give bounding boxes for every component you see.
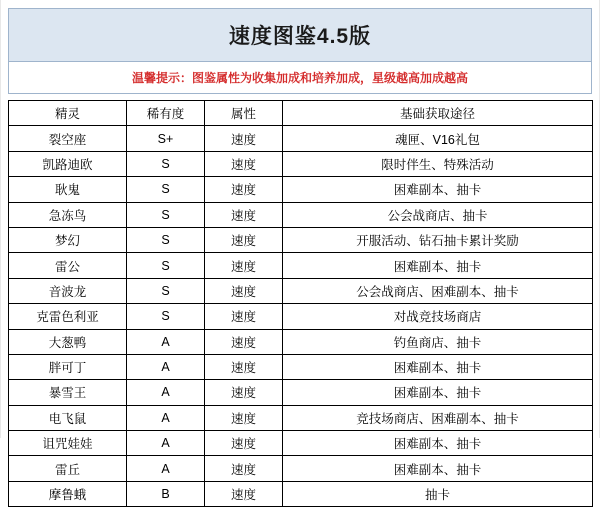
cell-rarity: A	[127, 431, 205, 456]
cell-source: 困难副本、抽卡	[283, 431, 593, 456]
cell-rarity: S	[127, 202, 205, 227]
cell-rarity: A	[127, 405, 205, 430]
cell-rarity: S	[127, 227, 205, 252]
table-row	[9, 126, 593, 151]
column-header-rarity: 稀有度	[127, 101, 205, 126]
title-bar	[8, 8, 592, 62]
cell-attribute: 速度	[205, 405, 283, 430]
cell-name: 雷丘	[9, 456, 127, 481]
cell-attribute: 速度	[205, 151, 283, 176]
cell-source: 对战竞技场商店	[283, 304, 593, 329]
cell-attribute: 速度	[205, 481, 283, 506]
table-row	[9, 405, 593, 430]
cell-attribute: 速度	[205, 329, 283, 354]
cell-attribute: 速度	[205, 126, 283, 151]
page-content	[8, 8, 592, 503]
notice-text: 温馨提示：图鉴属性为收集加成和培养加成，星级越高加成越高	[131, 71, 468, 85]
cell-attribute: 速度	[205, 380, 283, 405]
cell-rarity: S	[127, 151, 205, 176]
cell-source: 开服活动、钻石抽卡累计奖励	[283, 227, 593, 252]
cell-name: 电飞鼠	[9, 405, 127, 430]
cell-source: 困难副本、抽卡	[283, 456, 593, 481]
cell-attribute: 速度	[205, 456, 283, 481]
cell-rarity: S	[127, 177, 205, 202]
table-row	[9, 202, 593, 227]
table-row	[9, 481, 593, 506]
table-row	[9, 456, 593, 481]
cell-source: 困难副本、抽卡	[283, 177, 593, 202]
pokedex-table	[8, 100, 593, 507]
cell-attribute: 速度	[205, 431, 283, 456]
cell-name: 克雷色利亚	[9, 304, 127, 329]
table-row	[9, 354, 593, 379]
cell-source: 困难副本、抽卡	[283, 354, 593, 379]
cell-rarity: S	[127, 278, 205, 303]
cell-rarity: A	[127, 380, 205, 405]
sheet-left-edge	[0, 0, 1, 438]
page-title: 速度图鉴4.5版	[228, 25, 372, 48]
cell-attribute: 速度	[205, 202, 283, 227]
cell-attribute: 速度	[205, 354, 283, 379]
cell-name: 大葱鸭	[9, 329, 127, 354]
cell-attribute: 速度	[205, 278, 283, 303]
cell-name: 音波龙	[9, 278, 127, 303]
cell-source: 公会战商店、抽卡	[283, 202, 593, 227]
cell-source: 竞技场商店、困难副本、抽卡	[283, 405, 593, 430]
cell-attribute: 速度	[205, 227, 283, 252]
table-row	[9, 304, 593, 329]
table-row	[9, 431, 593, 456]
cell-rarity: A	[127, 354, 205, 379]
table-row	[9, 278, 593, 303]
cell-name: 雷公	[9, 253, 127, 278]
table-row	[9, 151, 593, 176]
cell-rarity: B	[127, 481, 205, 506]
cell-source: 抽卡	[283, 481, 593, 506]
cell-rarity: A	[127, 329, 205, 354]
column-header-source: 基础获取途径	[283, 101, 593, 126]
cell-source: 困难副本、抽卡	[283, 380, 593, 405]
cell-name: 耿鬼	[9, 177, 127, 202]
cell-name: 诅咒娃娃	[9, 431, 127, 456]
cell-rarity: S	[127, 304, 205, 329]
cell-attribute: 速度	[205, 253, 283, 278]
table-row	[9, 380, 593, 405]
cell-name: 凯路迪欧	[9, 151, 127, 176]
table-row	[9, 177, 593, 202]
notice-bar	[8, 62, 592, 94]
cell-rarity: S	[127, 253, 205, 278]
cell-rarity: S+	[127, 126, 205, 151]
cell-rarity: A	[127, 456, 205, 481]
cell-source: 魂匣、V16礼包	[283, 126, 593, 151]
cell-name: 梦幻	[9, 227, 127, 252]
table-row	[9, 227, 593, 252]
table-header-row	[9, 101, 593, 126]
cell-attribute: 速度	[205, 304, 283, 329]
cell-source: 公会战商店、困难副本、抽卡	[283, 278, 593, 303]
cell-name: 暴雪王	[9, 380, 127, 405]
table-row	[9, 329, 593, 354]
cell-source: 困难副本、抽卡	[283, 253, 593, 278]
column-header-attribute: 属性	[205, 101, 283, 126]
cell-name: 摩鲁蛾	[9, 481, 127, 506]
cell-attribute: 速度	[205, 177, 283, 202]
cell-source: 限时伴生、特殊活动	[283, 151, 593, 176]
cell-source: 钓鱼商店、抽卡	[283, 329, 593, 354]
column-header-name: 精灵	[9, 101, 127, 126]
cell-name: 裂空座	[9, 126, 127, 151]
cell-name: 急冻鸟	[9, 202, 127, 227]
cell-name: 胖可丁	[9, 354, 127, 379]
table-row	[9, 253, 593, 278]
